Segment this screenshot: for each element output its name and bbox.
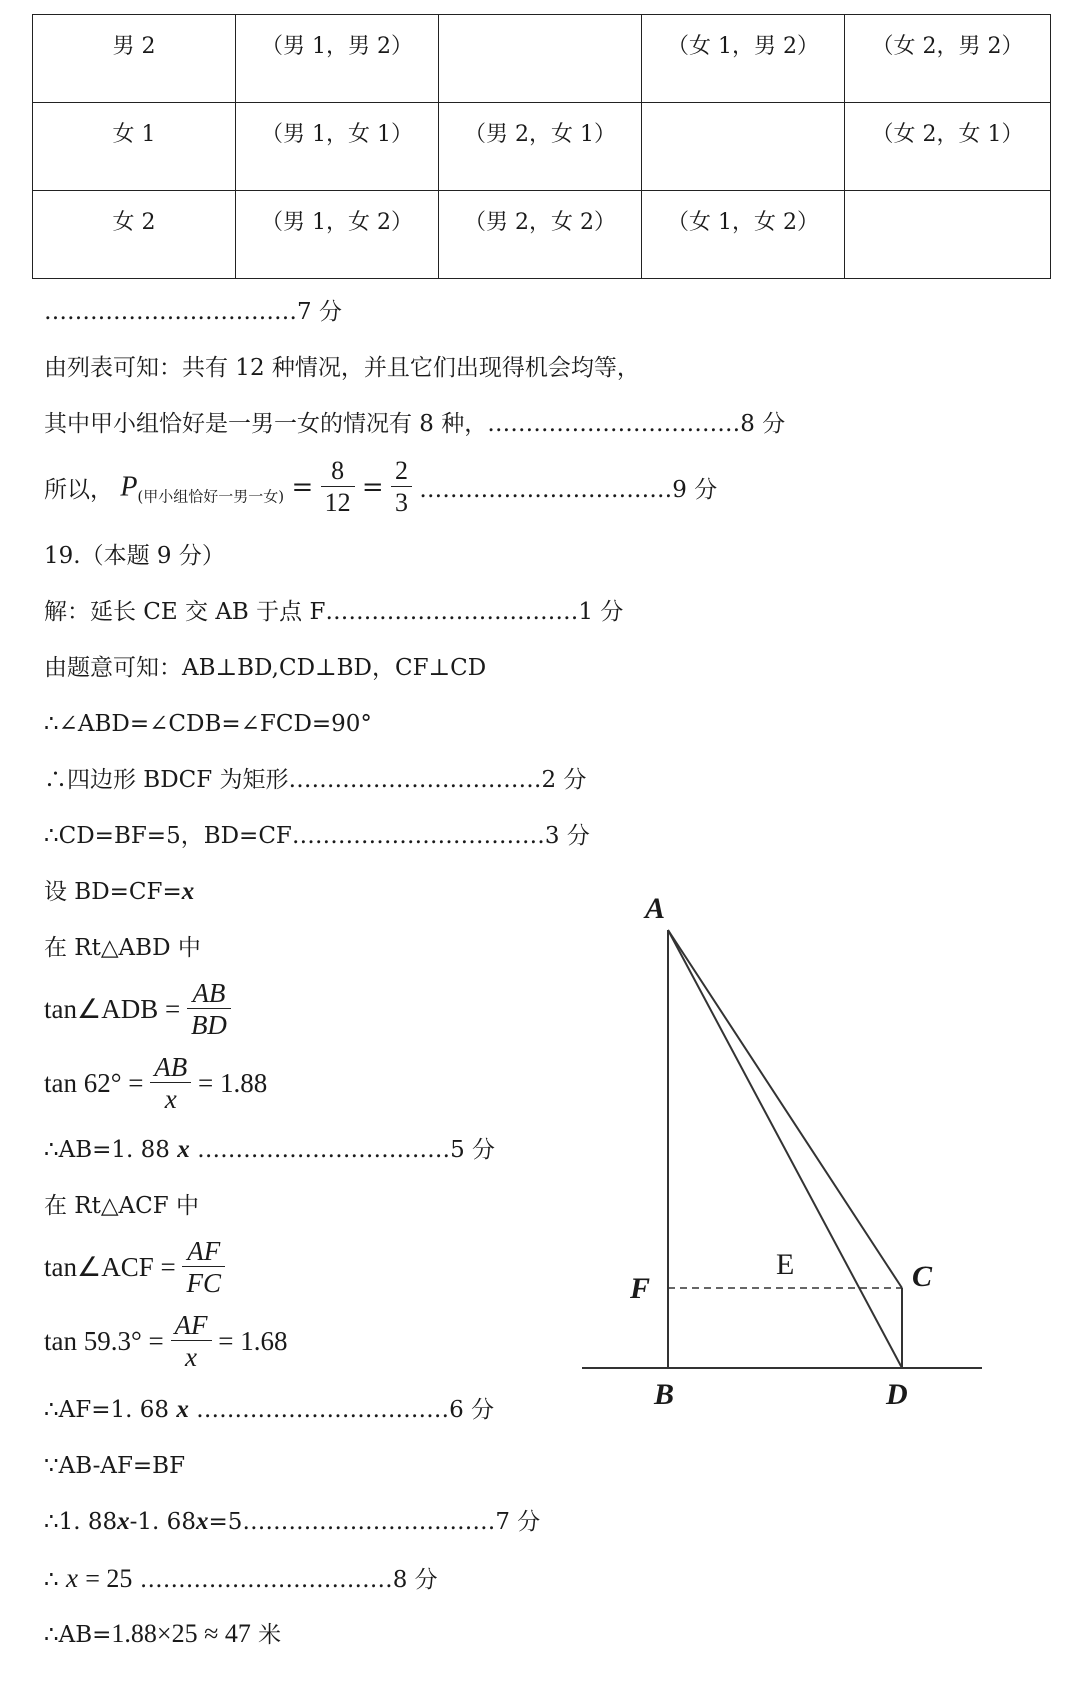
table-cell: 男 2 [33, 15, 236, 103]
text-span: ∴AB= [44, 1622, 112, 1648]
text-line: 其中甲小组恰好是一男一女的情况有 8 种，……………………………8 分 [44, 411, 786, 437]
table-cell: （女 2，女 1） [845, 103, 1051, 191]
equation-left: tan 59.3° = [44, 1326, 164, 1356]
table-cell: （男 2，女 1） [439, 103, 642, 191]
prob-subscript: (甲小组恰好一男一女) [137, 487, 285, 506]
equation-left: tan 62° = [44, 1068, 144, 1098]
text-line: 在 Rt△ABD 中 [44, 935, 201, 961]
text-line: 由列表可知：共有 12 种情况，并且它们出现得机会均等， [44, 355, 640, 381]
text-span: ∴ [44, 1567, 59, 1593]
text-span: ∴1. 88 [44, 1509, 118, 1535]
table-cell: 女 1 [33, 103, 236, 191]
text-line: ∴四边形 BDCF 为矩形……………………………2 分 [44, 767, 587, 793]
text-line: 解：延长 CE 交 AB 于点 F……………………………1 分 [44, 599, 624, 625]
variable-x: x [65, 1563, 78, 1593]
fraction-numerator: 2 [391, 456, 412, 487]
fraction-denominator: x [164, 1084, 177, 1114]
fraction-denominator: FC [186, 1268, 221, 1298]
label-D: D [886, 1378, 908, 1411]
variable-x: x [195, 1508, 209, 1535]
score-dots: ……………………………8 分 [139, 1567, 438, 1593]
text-line: 在 Rt△ACF 中 [44, 1193, 200, 1219]
fraction-numerator: AF [182, 1236, 225, 1267]
equation-value: 1.88×25 ≈ 47 [111, 1619, 251, 1648]
label-B: B [654, 1378, 675, 1411]
fraction-denominator: 3 [394, 488, 408, 517]
table-cell: （男 1，男 2） [236, 15, 439, 103]
equals-sign: = [361, 472, 384, 503]
equation-right: = 1.68 [218, 1326, 288, 1356]
segment-AD [668, 930, 902, 1368]
label-F: F [630, 1272, 651, 1305]
fraction-denominator: x [185, 1342, 197, 1372]
table-cell: 女 2 [33, 191, 236, 279]
text-span: ∴AB=1. 88 [44, 1137, 170, 1163]
variable-x: x [177, 1136, 190, 1163]
segment-AC [668, 930, 902, 1288]
score-dots: ……………………………5 分 [197, 1137, 496, 1163]
text-span: 米 [258, 1622, 282, 1648]
equation-left: tan∠ADB = [44, 994, 181, 1024]
fraction-numerator: 8 [321, 456, 355, 487]
equation-left: tan∠ACF = [44, 1252, 176, 1282]
label-A: A [645, 892, 666, 925]
variable-x: x [117, 1508, 130, 1535]
variable-x: x [176, 1396, 189, 1423]
text-span: -1. 68 [129, 1509, 196, 1535]
table-cell: （男 1，女 1） [236, 103, 439, 191]
score-line-7: ……………………………7 分 [44, 299, 342, 325]
table-cell: （男 1，女 2） [236, 191, 439, 279]
text-span: 设 BD=CF= [44, 879, 182, 905]
table-cell: （女 2，男 2） [845, 15, 1051, 103]
label-E: E [776, 1248, 795, 1281]
fraction-denominator: 12 [324, 488, 351, 517]
prob-symbol: P [120, 471, 138, 503]
label-C: C [912, 1260, 933, 1293]
text-span: ∴AF=1. 68 [44, 1397, 169, 1423]
equation-right: = 1.88 [198, 1068, 268, 1098]
score-dots: ……………………………9 分 [419, 477, 718, 503]
variable-x: x [181, 878, 195, 905]
fraction-denominator: BD [190, 1010, 227, 1040]
table-cell: （男 2，女 2） [439, 191, 642, 279]
fraction-numerator: AB [187, 978, 231, 1009]
score-dots: ……………………………6 分 [196, 1397, 495, 1423]
text-line: ∴∠ABD=∠CDB=∠FCD=90° [44, 711, 372, 737]
text-span: =5……………………………7 分 [208, 1509, 541, 1535]
equation-right: = 25 [85, 1564, 133, 1593]
text-line: ∴CD=BF=5，BD=CF……………………………3 分 [44, 823, 590, 849]
question-heading: 19.（本题 9 分） [44, 543, 225, 569]
equals-sign: = [291, 472, 314, 503]
text-line: 由题意可知：AB⊥BD,CD⊥BD，CF⊥CD [44, 655, 487, 681]
fraction-numerator: AB [150, 1052, 191, 1083]
text-line: ∵AB-AF=BF [44, 1453, 186, 1479]
prefix-text: 所以， [44, 477, 113, 503]
table-cell: （女 1，男 2） [642, 15, 845, 103]
table-cell: （女 1，女 2） [642, 191, 845, 279]
fraction-numerator: AF [171, 1310, 212, 1341]
